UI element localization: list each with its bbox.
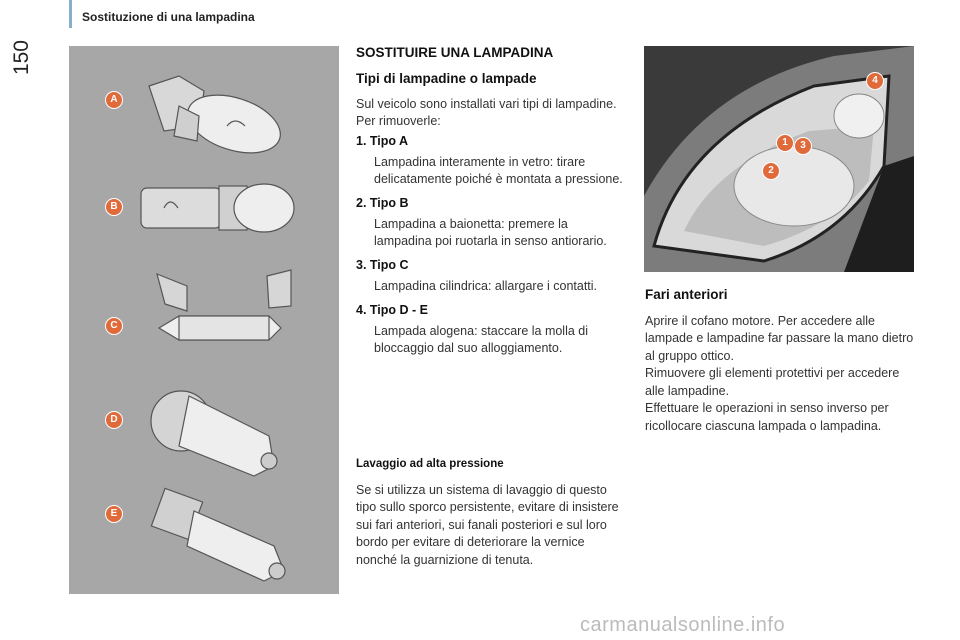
section-title: SOSTITUIRE UNA LAMPADINA [356,45,554,60]
header-accent-bar [69,0,72,28]
headlight-label-4: 4 [866,72,884,90]
list-item [356,133,626,188]
bulb-d-illustration [151,391,277,476]
headlights-title: Fari anteriori [645,287,728,302]
page-number: 150 [10,40,33,76]
headlight-photo [644,46,914,272]
list-item-head: 4. Tipo D - E [356,303,428,317]
pressure-wash-title: Lavaggio ad alta pressione [356,458,504,470]
list-item-head: 3. Tipo C [356,258,409,272]
bulb-e-illustration [151,488,285,581]
headlights-paragraph: Rimuovere gli elementi protettivi per accedere alle lampadine. [645,366,900,398]
list-item [356,195,626,250]
pressure-wash-text: Se si utilizza un sistema di lavaggio di questo tipo sullo sporco persistente, evitare di insistere sui fari anteriori, sui fanali posteriori e sul loro bordo per evitare di deteriorare la vernice nonché la guarnizione di tenuta. [356,482,619,567]
bulb-types-subtitle: Tipi di lampadine o lampade [356,71,537,86]
list-item [356,257,626,295]
watermark: carmanualsonline.info [580,614,786,636]
bulb-label-d: D [105,411,123,429]
list-item-body: Lampadina a baionetta: premere la lampadina poi ruotarla in senso antiorario. [374,217,607,248]
bulb-label-b: B [105,198,123,216]
intro-instruction: Per rimuoverle: [356,114,441,128]
list-item-body: Lampada alogena: staccare la molla di bloccaggio dal suo alloggiamento. [374,324,589,355]
headlights-paragraph: Effettuare le operazioni in senso inverso per ricollocare ciascuna lampada o lampadina. [645,401,889,433]
bulb-label-e: E [105,505,123,523]
bulb-a-illustration [149,76,288,164]
list-item-body: Lampadina cilindrica: allargare i contatti. [374,279,598,293]
headlights-text [645,286,920,435]
bulb-types-illustration [69,46,339,594]
list-item-head: 1. Tipo A [356,134,409,148]
bulb-b-illustration [141,184,294,232]
bulb-c-illustration [157,270,291,340]
intro-text: Sul veicolo sono installati vari tipi di lampadine. [356,97,617,111]
list-item-head: 2. Tipo B [356,196,409,210]
headlight-label-2: 2 [762,162,780,180]
running-header: Sostituzione di una lampadina [82,10,255,24]
list-item-body: Lampadina interamente in vetro: tirare delicatamente poiché è montata a pressione. [374,155,623,186]
bulb-types-text [356,44,626,364]
list-item [356,302,626,357]
pressure-wash-note [356,456,628,569]
bulb-label-a: A [105,91,123,109]
bulb-label-c: C [105,317,123,335]
headlight-label-3: 3 [794,137,812,155]
headlight-label-1: 1 [776,134,794,152]
headlights-paragraph: Aprire il cofano motore. Per accedere alle lampade e lampadine far passare la mano dietro al gruppo ottico. [645,313,914,363]
